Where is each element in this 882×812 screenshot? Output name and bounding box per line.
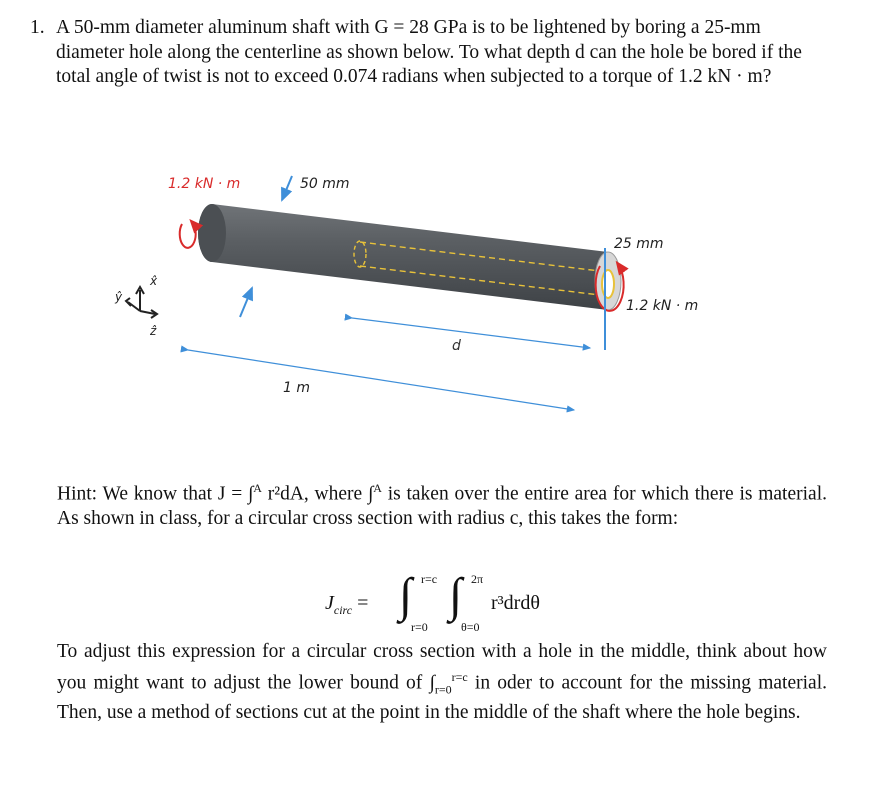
inline-integral-upper: r=c [451,669,468,684]
hole-diameter-label: 25 mm [614,236,664,252]
hole-ring [602,270,614,298]
diameter-50-arrow-bottom [240,288,252,317]
axis-y-label: ŷ [115,290,123,304]
axis-z-label: ẑ [150,324,157,338]
integral-upper-2: A [373,481,382,495]
torque-right-label: 1.2 kN · m [626,298,699,314]
inline-integral-lower: r=0 [434,681,452,696]
integrand: r³drdθ [491,592,540,614]
inner-integral-sign: ∫ [449,569,463,622]
hint-paragraph [57,476,827,532]
diameter-50-arrow [282,176,292,200]
inline-integral: ∫ [429,672,435,693]
integral-sign-2: ∫ [367,483,374,505]
hint-text-3: is taken over the entire area for which there is material. As shown in class, for a circular cross section with radius c, this takes the form: [57,483,827,529]
torque-left-arrow [180,222,196,248]
outer-upper-bound: r=c [421,572,438,586]
shaft-diagram [0,160,882,460]
problem-text: A 50-mm diameter aluminum shaft with G = 28 GPa is to be lightened by boring a 25-mm diameter hole along the centerline as shown below. To what depth d can the hole be bored if the total angle of twist is not to exceed 0.074 radians when subjected to a torque of 1.2 kN · m? [56,17,802,87]
hint-text-1: Hint: We know that J = [57,483,248,505]
inner-lower-bound: θ=0 [461,620,480,634]
problem-number: 1. [30,17,45,38]
shaft-left-end [198,204,226,262]
adjust-text-1: To adjust this expression for a circular cross section with a hole in the middle, think about how you might want to adjust the lower bound of [57,641,827,693]
torque-left-label: 1.2 kN · m [168,176,241,192]
outer-lower-bound: r=0 [411,620,428,634]
integral-sign: ∫ [247,483,254,505]
outer-diameter-label: 50 mm [300,176,350,192]
problem-statement [30,16,830,90]
length-dimension [188,350,574,410]
axis-triad [126,287,157,318]
depth-dimension [352,318,590,348]
shaft-figure [0,160,882,460]
depth-label: d [452,338,461,354]
hint-text-2: r²dA, where [261,483,368,505]
adjust-text-2: in oder to account for the missing material. Then, use a method of sections cut at the point in the middle of the shaft where the hole begins. [57,672,827,724]
adjust-paragraph [57,640,827,726]
length-label: 1 m [283,380,310,396]
outer-integral-sign: ∫ [399,569,413,622]
equation-lhs: $J_{circ}$ = [325,592,369,617]
polar-moment-equation [325,566,585,641]
integral-upper: A [253,481,262,495]
inner-upper-bound: 2π [471,572,484,586]
shaft-body [198,204,608,310]
axis-x-label: x̂ [150,274,158,288]
